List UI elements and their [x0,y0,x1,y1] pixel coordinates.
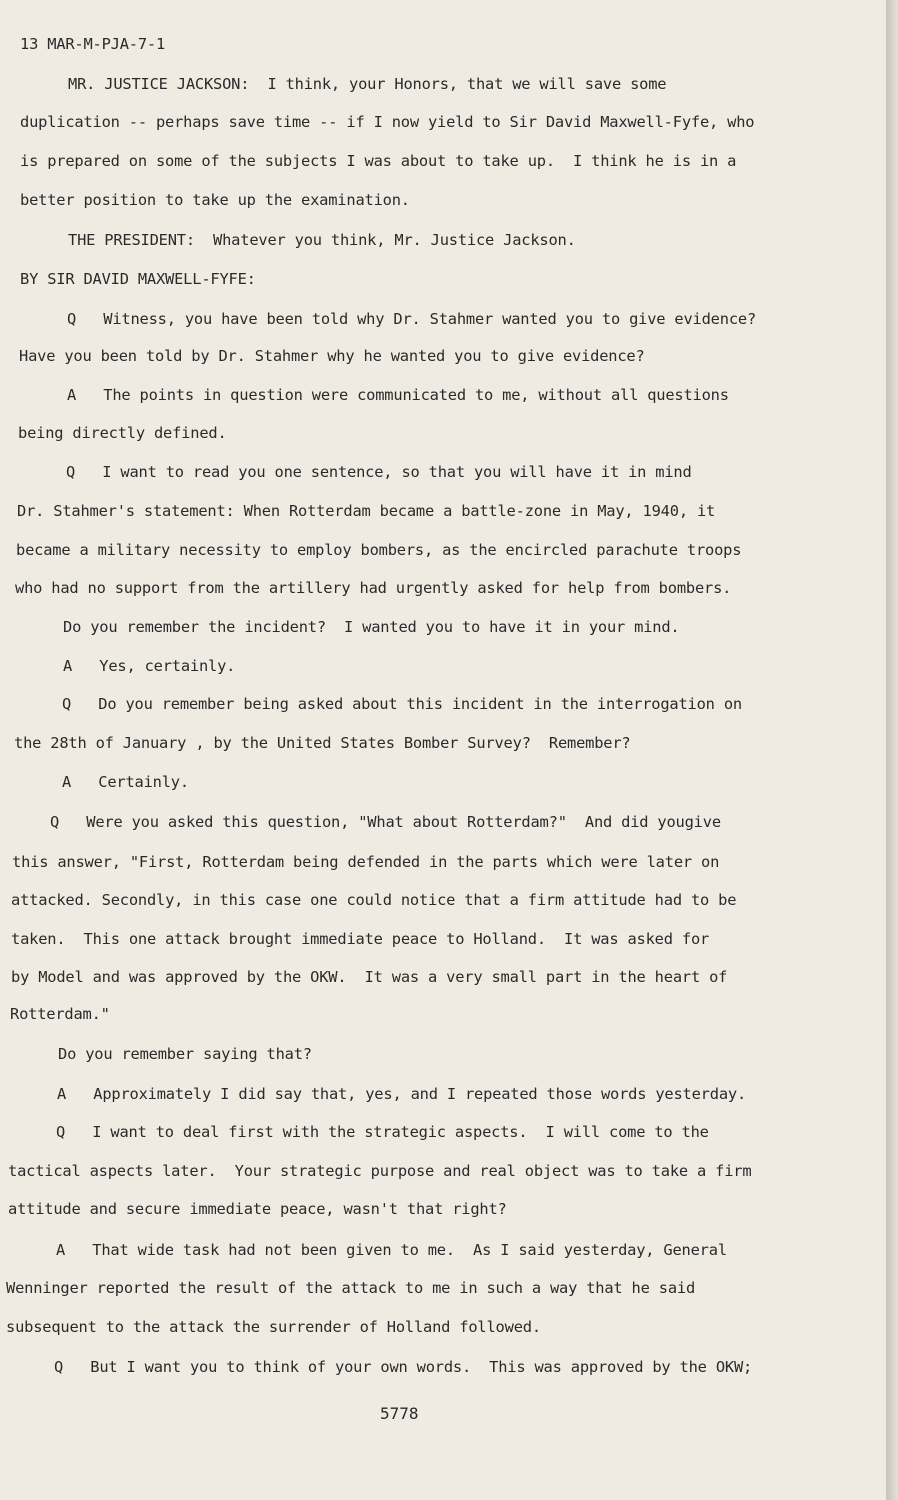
text-line: better position to take up the examination. [20,191,410,209]
text-line: Wenninger reported the result of the attack to me in such a way that he said [6,1279,696,1297]
text-line: BY SIR DAVID MAXWELL-FYFE: [20,270,256,288]
text-line: the 28th of January , by the United States Bomber Survey? Remember? [14,734,631,752]
text-line: by Model and was approved by the OKW. It was a very small part in the heart of [11,968,728,986]
text-line: A Yes, certainly. [63,657,236,675]
text-line: Q Do you remember being asked about this incident in the interrogation on [62,695,742,713]
document-header: 13 MAR-M-PJA-7-1 [20,35,166,53]
text-line: became a military necessity to employ bombers, as the encircled parachute troops [16,541,742,559]
text-line: THE PRESIDENT: Whatever you think, Mr. Justice Jackson. [68,231,576,249]
text-line: attacked. Secondly, in this case one could notice that a firm attitude had to be [11,891,737,909]
text-line: this answer, "First, Rotterdam being defended in the parts which were later on [12,853,720,871]
text-line: Rotterdam." [10,1005,110,1023]
text-line: A Approximately I did say that, yes, and I repeated those words yesterday. [57,1085,747,1103]
text-line: Q But I want you to think of your own words. This was approved by the OKW; [54,1358,753,1376]
text-line: Do you remember the incident? I wanted you to have it in your mind. [63,618,680,636]
text-line: is prepared on some of the subjects I was about to take up. I think he is in a [20,152,737,170]
text-line: Have you been told by Dr. Stahmer why he wanted you to give evidence? [19,347,645,365]
text-line: Do you remember saying that? [58,1045,312,1063]
text-line: Q I want to read you one sentence, so that you will have it in mind [66,463,692,481]
text-line: Q Witness, you have been told why Dr. Stahmer wanted you to give evidence? [67,310,757,328]
text-line: tactical aspects later. Your strategic purpose and real object was to take a firm [8,1162,752,1180]
text-line: attitude and secure immediate peace, wasn't that right? [8,1200,507,1218]
text-line: MR. JUSTICE JACKSON: I think, your Honors, that we will save some [68,75,667,93]
text-line: duplication -- perhaps save time -- if I now yield to Sir David Maxwell-Fyfe, who [20,113,755,131]
text-line: A The points in question were communicated to me, without all questions [67,386,729,404]
page-number: 5778 [380,1404,419,1423]
page-edge [886,0,898,1500]
text-line: taken. This one attack brought immediate peace to Holland. It was asked for [11,930,710,948]
text-line: being directly defined. [18,424,227,442]
text-line: A That wide task had not been given to me. As I said yesterday, General [56,1241,727,1259]
text-line: Q Were you asked this question, "What about Rotterdam?" And did yougive [50,813,721,831]
text-line: Q I want to deal first with the strategic aspects. I will come to the [56,1123,709,1141]
text-line: who had no support from the artillery had urgently asked for help from bombers. [15,579,732,597]
text-line: subsequent to the attack the surrender of Holland followed. [6,1318,541,1336]
text-line: Dr. Stahmer's statement: When Rotterdam became a battle-zone in May, 1940, it [17,502,716,520]
text-line: A Certainly. [62,773,189,791]
